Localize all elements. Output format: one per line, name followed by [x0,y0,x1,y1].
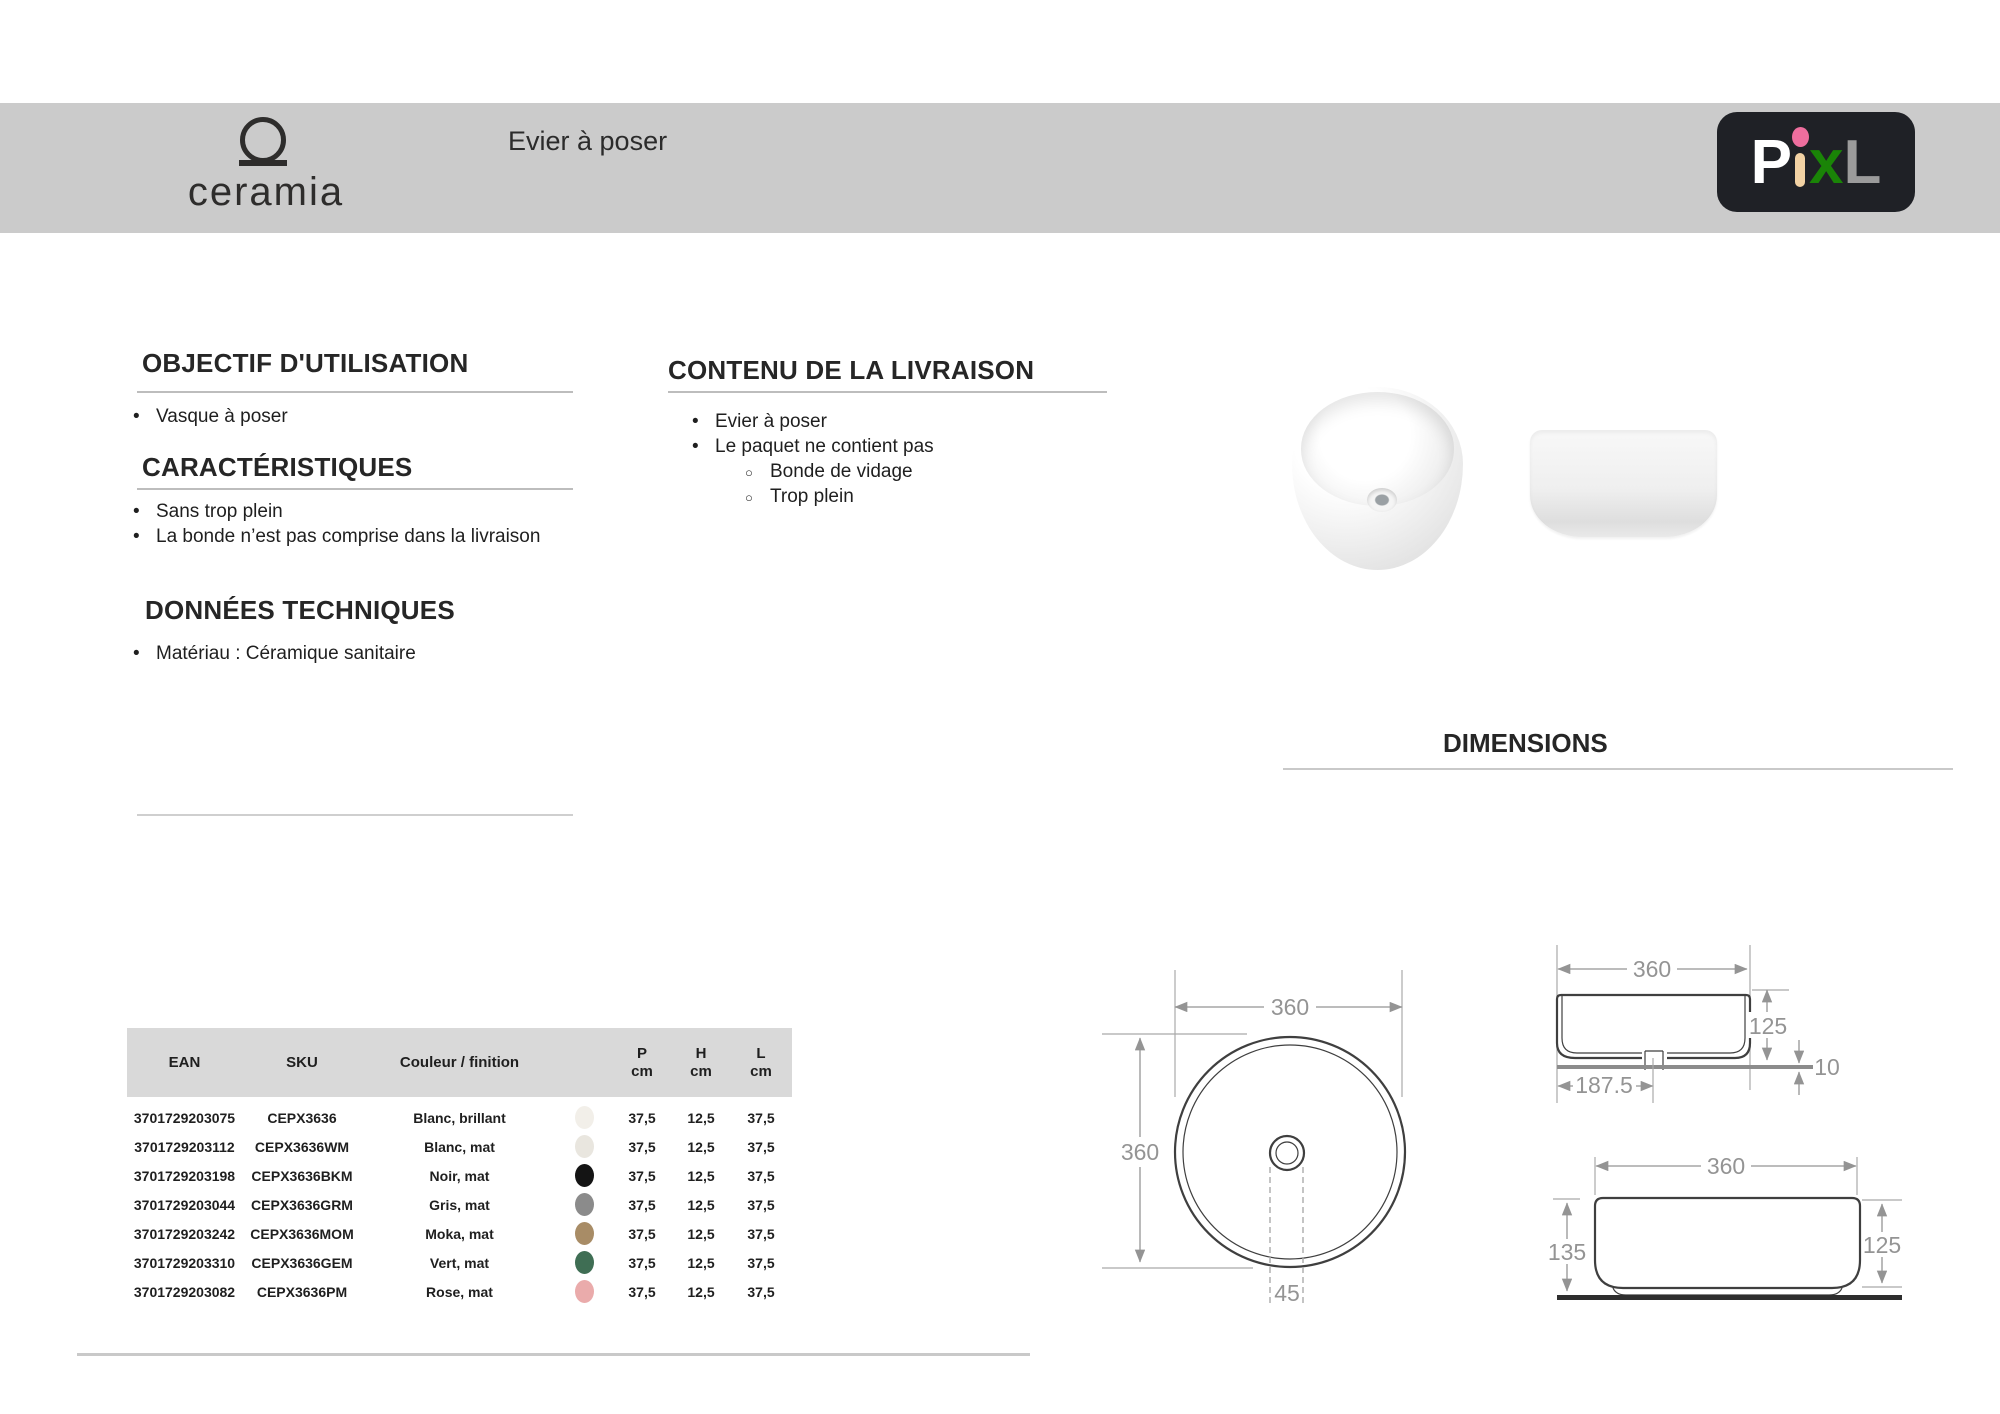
product-photo-side-view [1530,430,1717,537]
col-header-p [612,1045,672,1081]
cell-ean: 3701729203310 [133,1254,236,1271]
cell-h: 12,5 [687,1254,715,1271]
cell-p: 37,5 [628,1283,656,1300]
dim-label-thickness: 10 [1814,1054,1840,1080]
cell-h: 12,5 [687,1225,715,1242]
cell-p: 37,5 [628,1196,656,1213]
cell-p: 37,5 [628,1109,656,1126]
section-title-dimensions: DIMENSIONS [1443,728,1608,758]
cell-sku: CEPX3636MOM [250,1225,354,1242]
col-header-h-letter: H [695,1044,707,1062]
section-title-objectif: OBJECTIF D'UTILISATION [142,348,469,378]
dim-label-drain: 45 [1274,1280,1300,1306]
col-header-l-letter: L [756,1044,766,1062]
list-item: • La bonde n’est pas comprise dans la livraison [131,524,540,549]
cell-couleur: Blanc, mat [424,1138,495,1155]
table-row [127,1248,792,1277]
table-row [127,1161,792,1190]
dim-label-offset: 187.5 [1575,1072,1633,1098]
cell-l: 37,5 [747,1283,775,1300]
cell-l: 37,5 [747,1138,775,1155]
cell-couleur: Rose, mat [426,1283,493,1300]
brand-bowl-icon [240,117,286,163]
contenu-list [690,409,934,509]
cell-swatch [557,1222,612,1245]
list-item: • Sans trop plein [131,499,540,524]
col-header-l [730,1045,792,1081]
list-item: • Evier à poser [690,409,934,434]
cell-couleur: Blanc, brillant [413,1109,506,1126]
cell-l: 37,5 [747,1196,775,1213]
table-row [127,1190,792,1219]
brand-name: ceramia [187,170,345,214]
col-header-l-unit: cm [750,1062,772,1080]
cell-h: 12,5 [687,1283,715,1300]
table-body [127,1097,792,1306]
section-title-contenu: CONTENU DE LA LIVRAISON [668,355,1035,385]
product-photo-top-view [1292,387,1463,570]
dim-label-height: 125 [1748,1013,1788,1039]
page-title: Evier à poser [508,126,668,156]
table-row [127,1277,792,1306]
cell-sku: CEPX3636GEM [251,1254,353,1271]
cell-ean: 3701729203082 [133,1283,236,1300]
contenu-sublist [715,459,934,509]
cell-l: 37,5 [747,1167,775,1184]
cell-h: 12,5 [687,1167,715,1184]
cell-sku: CEPX3636GRM [251,1196,353,1213]
drawing-top-view [1080,945,1480,1320]
cell-ean: 3701729203044 [133,1196,236,1213]
cell-ean: 3701729203112 [134,1138,235,1155]
cell-h: 12,5 [687,1138,715,1155]
list-item [690,434,934,509]
cell-l: 37,5 [747,1109,775,1126]
list-item-label: Le paquet ne contient pas [715,436,934,457]
col-header-couleur: Couleur / finition [399,1053,520,1071]
objectif-list [131,404,288,429]
variants-table [127,1028,792,1306]
list-item: • Matériau : Céramique sanitaire [131,641,416,666]
cell-couleur: Gris, mat [429,1196,490,1213]
cell-ean: 3701729203075 [133,1109,236,1126]
cell-couleur: Moka, mat [425,1225,494,1242]
col-header-h-unit: cm [690,1062,712,1080]
pixl-logo [1717,112,1915,212]
sub-list-item: ○ Trop plein [745,484,934,509]
cell-swatch [557,1164,612,1187]
pixl-letter-i [1795,153,1805,187]
drawing-side [1545,1155,2000,1360]
cell-swatch [557,1280,612,1303]
pixl-letter-l: L [1843,127,1882,197]
cell-ean: 3701729203198 [133,1167,236,1184]
sink-drain [1367,488,1397,512]
cell-sku: CEPX3636BKM [251,1167,353,1184]
color-swatch [575,1222,594,1245]
color-swatch [575,1106,594,1129]
pixl-letter-x: x [1809,127,1844,197]
cell-p: 37,5 [628,1138,656,1155]
cell-p: 37,5 [628,1225,656,1242]
list-item: • Vasque à poser [131,404,288,429]
cell-sku: CEPX3636WM [254,1138,350,1155]
col-header-ean: EAN [168,1053,201,1071]
table-row [127,1132,792,1161]
table-row [127,1103,792,1132]
cell-couleur: Vert, mat [429,1254,490,1271]
caracteristiques-list [131,499,540,549]
dim-label-bowl-height: 125 [1862,1232,1902,1258]
cell-ean: 3701729203242 [133,1225,236,1242]
cell-h: 12,5 [687,1196,715,1213]
color-swatch [575,1164,594,1187]
cell-couleur: Noir, mat [429,1167,490,1184]
col-header-h [672,1045,730,1081]
cell-l: 37,5 [747,1225,775,1242]
sub-list-item: ○ Bonde de vidage [745,459,934,484]
col-header-p-unit: cm [631,1062,653,1080]
brand-bar-icon [239,160,287,166]
pixl-i-dot [1792,127,1809,147]
table-header-row [127,1028,792,1097]
rule-contenu [668,391,1107,393]
section-title-donnees: DONNÉES TECHNIQUES [145,595,455,625]
cell-sku: CEPX3636PM [256,1283,348,1300]
brand-logo [156,110,376,220]
cell-l: 37,5 [747,1254,775,1271]
rule-dimensions [1283,768,1953,770]
cell-p: 37,5 [628,1167,656,1184]
dim-label-total-height: 135 [1547,1239,1587,1265]
footer-line [77,1353,1030,1356]
dim-label-width: 360 [1706,1153,1746,1179]
cell-sku: CEPX3636 [267,1109,337,1126]
cell-swatch [557,1251,612,1274]
section-title-caracteristiques: CARACTÉRISTIQUES [142,452,413,482]
color-swatch [575,1193,594,1216]
cell-swatch [557,1193,612,1216]
donnees-list [131,641,416,666]
table-row [127,1219,792,1248]
color-swatch [575,1135,594,1158]
dim-label-height: 360 [1120,1139,1160,1165]
color-swatch [575,1251,594,1274]
rule-objectif [137,391,573,393]
cell-swatch [557,1106,612,1129]
dim-label-width: 360 [1270,994,1310,1020]
cell-p: 37,5 [628,1254,656,1271]
rule-caracteristiques [137,488,573,490]
color-swatch [575,1280,594,1303]
cell-swatch [557,1135,612,1158]
pixl-letter-p: P [1750,127,1792,197]
divider-line [137,814,573,816]
drawing-profile [1545,930,2000,1120]
cell-h: 12,5 [687,1109,715,1126]
col-header-sku: SKU [286,1053,318,1071]
dim-label-width: 360 [1632,956,1672,982]
col-header-p-letter: P [636,1044,647,1062]
